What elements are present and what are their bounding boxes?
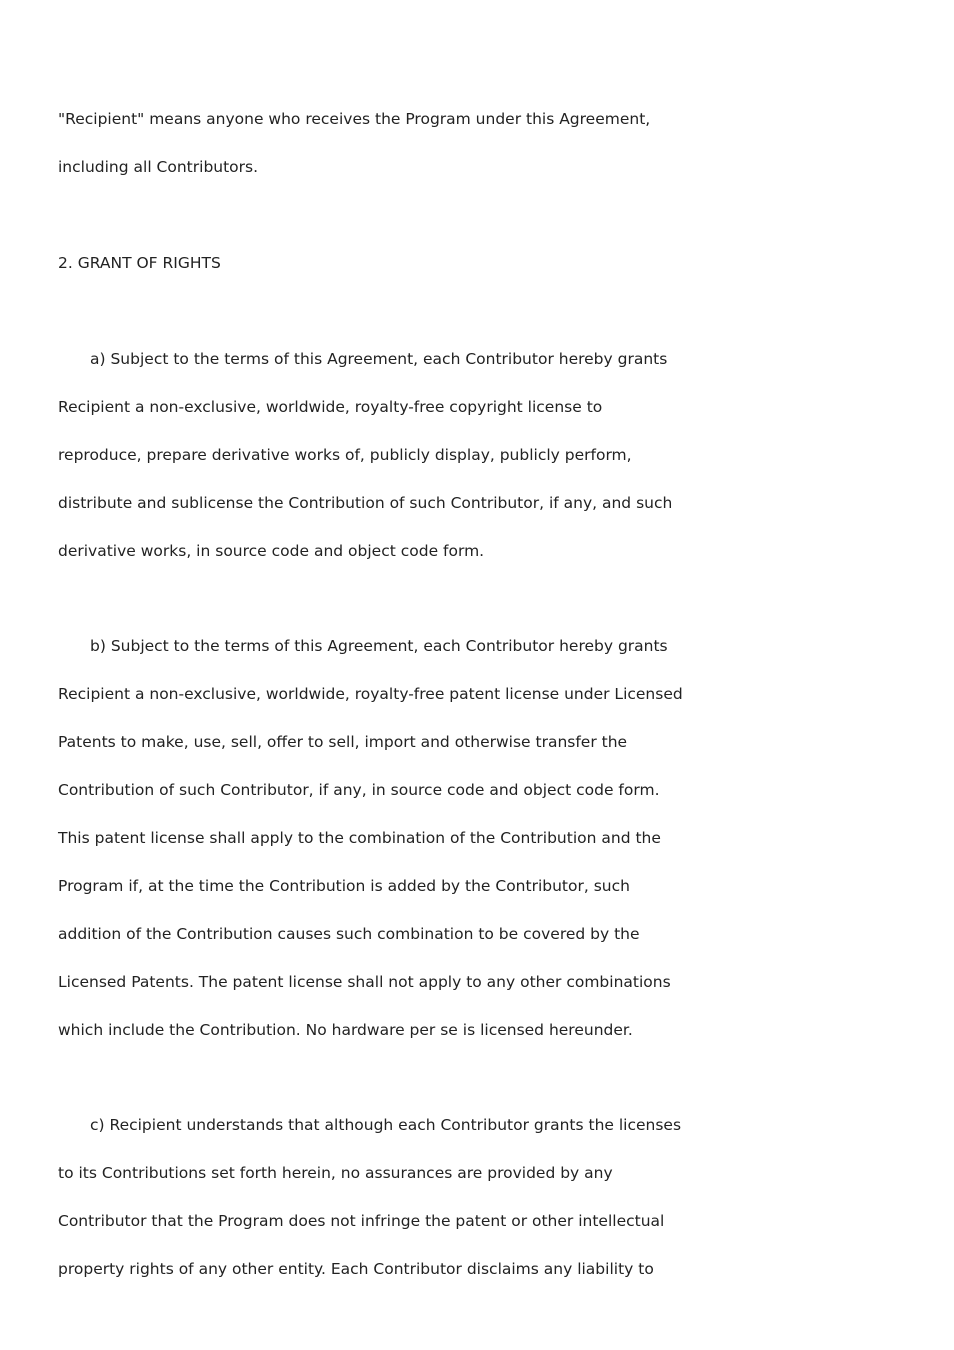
text-line: Patents to make, use, sell, offer to sell, import and otherwise transfer the xyxy=(58,733,628,751)
text-line: derivative works, in source code and object code form. xyxy=(58,542,485,560)
section-heading: 2. GRANT OF RIGHTS xyxy=(58,254,221,272)
text-line: Contribution of such Contributor, if any, in source code and object code form. xyxy=(58,781,660,799)
text-line: including all Contributors. xyxy=(58,158,259,176)
text-line: which include the Contribution. No hardware per se is licensed hereunder. xyxy=(58,1021,633,1039)
text-line: property rights of any other entity. Each Contributor disclaims any liability to xyxy=(58,1260,654,1278)
text-line: Licensed Patents. The patent license shall not apply to any other combinations xyxy=(58,973,671,991)
text-line: "Recipient" means anyone who receives the Program under this Agreement, xyxy=(58,110,651,128)
text-line: Contributor that the Program does not infringe the patent or other intellectual xyxy=(58,1212,665,1230)
text-line: This patent license shall apply to the combination of the Contribution and the xyxy=(58,829,661,847)
text-line: Recipient a non-exclusive, worldwide, royalty-free patent license under Licensed xyxy=(58,685,683,703)
text-line: to its Contributions set forth herein, no assurances are provided by any xyxy=(58,1164,613,1182)
text-line: distribute and sublicense the Contribution of such Contributor, if any, and such xyxy=(58,494,673,512)
text-line: a) Subject to the terms of this Agreement, each Contributor hereby grants xyxy=(90,350,668,368)
text-line: Program if, at the time the Contribution is added by the Contributor, such xyxy=(58,877,630,895)
text-line: Recipient a non-exclusive, worldwide, royalty-free copyright license to xyxy=(58,398,603,416)
text-line: b) Subject to the terms of this Agreement, each Contributor hereby grants xyxy=(90,637,668,655)
text-line: c) Recipient understands that although each Contributor grants the licenses xyxy=(90,1116,682,1134)
text-line: addition of the Contribution causes such combination to be covered by the xyxy=(58,925,640,943)
text-line: reproduce, prepare derivative works of, publicly display, publicly perform, xyxy=(58,446,632,464)
